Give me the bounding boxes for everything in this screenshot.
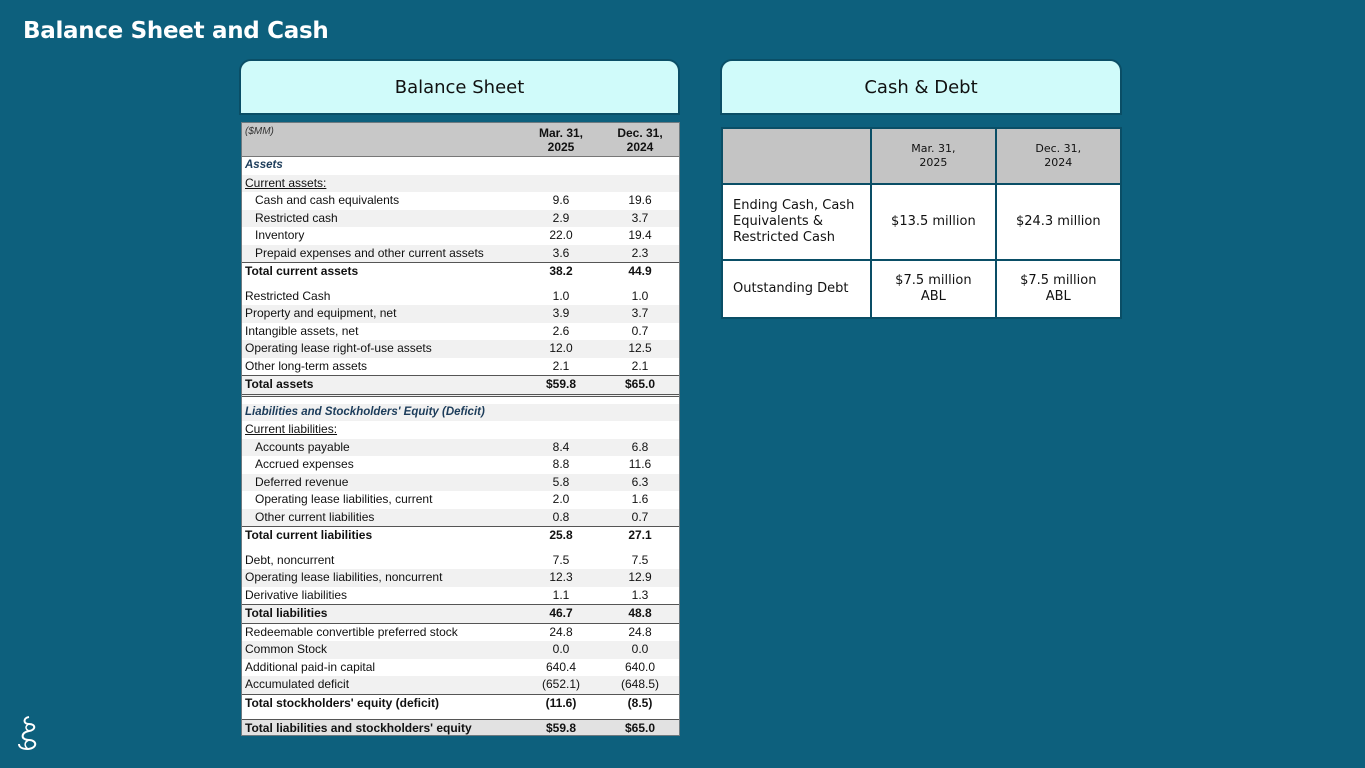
table-row xyxy=(242,404,679,422)
value-mar-2025: (11.6) xyxy=(545,695,577,710)
table-row xyxy=(242,227,679,245)
table-row xyxy=(242,552,679,570)
table-row xyxy=(242,659,679,677)
table-row xyxy=(242,676,679,694)
table-row xyxy=(242,641,679,659)
value-mar-2025: 7.5 xyxy=(552,552,570,567)
value-dec-2024: 6.3 xyxy=(631,474,649,489)
spacer-row xyxy=(242,545,679,552)
cell-value xyxy=(996,260,1121,318)
row-label: Prepaid expenses and other current assets xyxy=(255,245,484,260)
row-label: Outstanding Debt xyxy=(722,260,871,318)
cash-row xyxy=(722,184,1121,260)
value-dec-2024: 3.7 xyxy=(631,210,649,225)
table-row xyxy=(242,474,679,492)
row-label: Intangible assets, net xyxy=(245,323,359,338)
value-dec-2024: $65.0 xyxy=(624,721,656,735)
row-label: Current liabilities: xyxy=(245,422,338,436)
value-mar-2025: 8.4 xyxy=(552,439,570,454)
value-mar-2025: $59.8 xyxy=(545,721,577,735)
value-dec-2024: (8.5) xyxy=(627,695,653,710)
table-row xyxy=(242,421,679,439)
row-label: Operating lease liabilities, current xyxy=(255,492,433,506)
table-row xyxy=(242,491,679,509)
value-mar-2025: 2.0 xyxy=(552,492,570,506)
table-row xyxy=(242,456,679,474)
cell-value: $13.5 million xyxy=(871,184,995,260)
table-row xyxy=(242,375,679,397)
value-dec-2024: 48.8 xyxy=(628,606,652,620)
table-row xyxy=(242,694,679,713)
value-mar-2025: 0.8 xyxy=(552,509,570,524)
spacer-row xyxy=(242,397,679,404)
row-label: Other long-term assets xyxy=(245,358,368,373)
value-dec-2024: $65.0 xyxy=(624,377,656,391)
value-mar-2025: 2.6 xyxy=(552,323,570,338)
value-dec-2024: (648.5) xyxy=(620,677,660,691)
row-label: Total assets xyxy=(245,377,314,391)
balance-sheet-column-header xyxy=(242,123,679,157)
cash-debt-header-row xyxy=(722,128,1121,184)
row-label: Derivative liabilities xyxy=(245,587,348,602)
row-label: Accumulated deficit xyxy=(245,677,350,691)
value-mar-2025: 3.6 xyxy=(552,245,570,260)
value-mar-2025: 12.3 xyxy=(549,570,573,584)
value-dec-2024: 2.1 xyxy=(631,358,649,373)
row-label: Redeemable convertible preferred stock xyxy=(245,624,458,639)
row-label: Property and equipment, net xyxy=(245,306,397,320)
balance-sheet-header: Balance Sheet xyxy=(239,59,680,115)
value-dec-2024: 24.8 xyxy=(628,624,652,639)
row-label: Operating lease right-of-use assets xyxy=(245,341,432,355)
value-mar-2025: (652.1) xyxy=(541,677,581,691)
value-mar-2025: 25.8 xyxy=(549,528,573,542)
table-row xyxy=(242,623,679,642)
row-label: Restricted cash xyxy=(255,210,338,225)
table-row xyxy=(242,245,679,263)
row-label: Assets xyxy=(245,159,283,171)
value-mar-2025: 0.0 xyxy=(552,642,570,656)
spacer-row xyxy=(242,712,679,719)
value-mar-2025: 5.8 xyxy=(552,474,570,489)
value-mar-2025: 38.2 xyxy=(549,264,573,278)
debt-row xyxy=(722,260,1121,318)
row-label: Restricted Cash xyxy=(245,288,331,303)
value-dec-2024: 6.8 xyxy=(631,439,649,454)
spacer-row xyxy=(242,281,679,288)
cell-value xyxy=(871,260,995,318)
value-dec-2024: 1.3 xyxy=(631,587,649,602)
value-dec-2024: 44.9 xyxy=(628,264,652,278)
value-dec-2024: 12.9 xyxy=(628,570,652,584)
table-row xyxy=(242,305,679,323)
value-dec-2024: 19.6 xyxy=(628,193,652,207)
row-label: Deferred revenue xyxy=(255,474,349,489)
value-dec-2024: 0.7 xyxy=(631,509,649,524)
table-row xyxy=(242,262,679,281)
table-row xyxy=(242,526,679,545)
row-label: Current assets: xyxy=(245,175,327,190)
table-row xyxy=(242,587,679,605)
row-label: Additional paid-in capital xyxy=(245,659,376,674)
value-mar-2025: 640.4 xyxy=(545,659,577,674)
value-dec-2024: 640.0 xyxy=(624,659,656,674)
table-row xyxy=(242,157,679,175)
row-label: Inventory xyxy=(255,228,305,242)
swirl-logo-icon xyxy=(15,714,43,754)
table-row xyxy=(242,604,679,623)
value-mar-2025: 3.9 xyxy=(552,306,570,320)
value-mar-2025: 1.0 xyxy=(552,288,570,303)
unit-label: ($MM) xyxy=(245,126,274,137)
value-dec-2024: 11.6 xyxy=(628,457,652,471)
page-title: Balance Sheet and Cash xyxy=(23,18,329,44)
balance-sheet-table xyxy=(241,122,680,736)
value-mar-2025: 2.1 xyxy=(552,358,570,373)
value-mar-2025: 24.8 xyxy=(549,624,573,639)
balance-sheet-rows xyxy=(242,157,679,736)
table-row xyxy=(242,323,679,341)
row-label: Total liabilities and stockholders' equity xyxy=(245,721,472,735)
cash-debt-header: Cash & Debt xyxy=(720,59,1122,115)
empty-header-cell xyxy=(722,128,871,184)
value-dec-2024: 19.4 xyxy=(628,228,652,242)
table-row xyxy=(242,340,679,358)
cell-text: $7.5 million ABL xyxy=(1020,273,1097,304)
value-mar-2025: 1.1 xyxy=(552,587,570,602)
column-header-dec-2024: Dec. 31, 2024 xyxy=(996,128,1121,184)
value-mar-2025: $59.8 xyxy=(545,377,577,391)
value-dec-2024: 0.7 xyxy=(631,323,649,338)
table-row xyxy=(242,719,679,736)
column-header-dec-2024: Dec. 31, 2024 xyxy=(617,126,663,154)
column-header-mar-2025: Mar. 31, 2025 xyxy=(538,126,584,154)
cash-debt-table xyxy=(721,127,1122,319)
table-row xyxy=(242,288,679,306)
value-mar-2025: 2.9 xyxy=(552,210,570,225)
value-dec-2024: 27.1 xyxy=(628,528,652,542)
row-label: Debt, noncurrent xyxy=(245,552,335,567)
row-label: Total current liabilities xyxy=(245,528,373,542)
table-row xyxy=(242,569,679,587)
value-dec-2024: 7.5 xyxy=(631,552,649,567)
table-row xyxy=(242,509,679,527)
column-header-mar-2025: Mar. 31, 2025 xyxy=(871,128,995,184)
table-row xyxy=(242,210,679,228)
cell-value: $24.3 million xyxy=(996,184,1121,260)
value-dec-2024: 2.3 xyxy=(631,245,649,260)
value-dec-2024: 1.6 xyxy=(631,492,649,506)
value-mar-2025: 46.7 xyxy=(549,606,573,620)
value-mar-2025: 22.0 xyxy=(549,228,573,242)
value-dec-2024: 12.5 xyxy=(628,341,652,355)
value-mar-2025: 9.6 xyxy=(552,193,570,207)
row-label: Operating lease liabilities, noncurrent xyxy=(245,570,443,584)
value-mar-2025: 8.8 xyxy=(552,457,570,471)
value-dec-2024: 3.7 xyxy=(631,306,649,320)
row-label: Ending Cash, Cash Equivalents & Restricted Cash xyxy=(722,184,871,260)
row-label: Total liabilities xyxy=(245,606,328,620)
table-row xyxy=(242,358,679,376)
row-label: Total current assets xyxy=(245,264,359,278)
table-row xyxy=(242,439,679,457)
table-row xyxy=(242,175,679,193)
table-row xyxy=(242,192,679,210)
row-label: Common Stock xyxy=(245,642,328,656)
value-dec-2024: 0.0 xyxy=(631,642,649,656)
row-label: Accrued expenses xyxy=(255,457,354,471)
row-label: Other current liabilities xyxy=(255,509,375,524)
cell-text: $7.5 million ABL xyxy=(895,273,972,304)
value-dec-2024: 1.0 xyxy=(631,288,649,303)
value-mar-2025: 12.0 xyxy=(549,341,573,355)
row-label: Liabilities and Stockholders' Equity (Deficit) xyxy=(245,405,485,418)
row-label: Total stockholders' equity (deficit) xyxy=(245,695,439,710)
row-label: Cash and cash equivalents xyxy=(255,193,400,207)
row-label: Accounts payable xyxy=(255,439,350,454)
